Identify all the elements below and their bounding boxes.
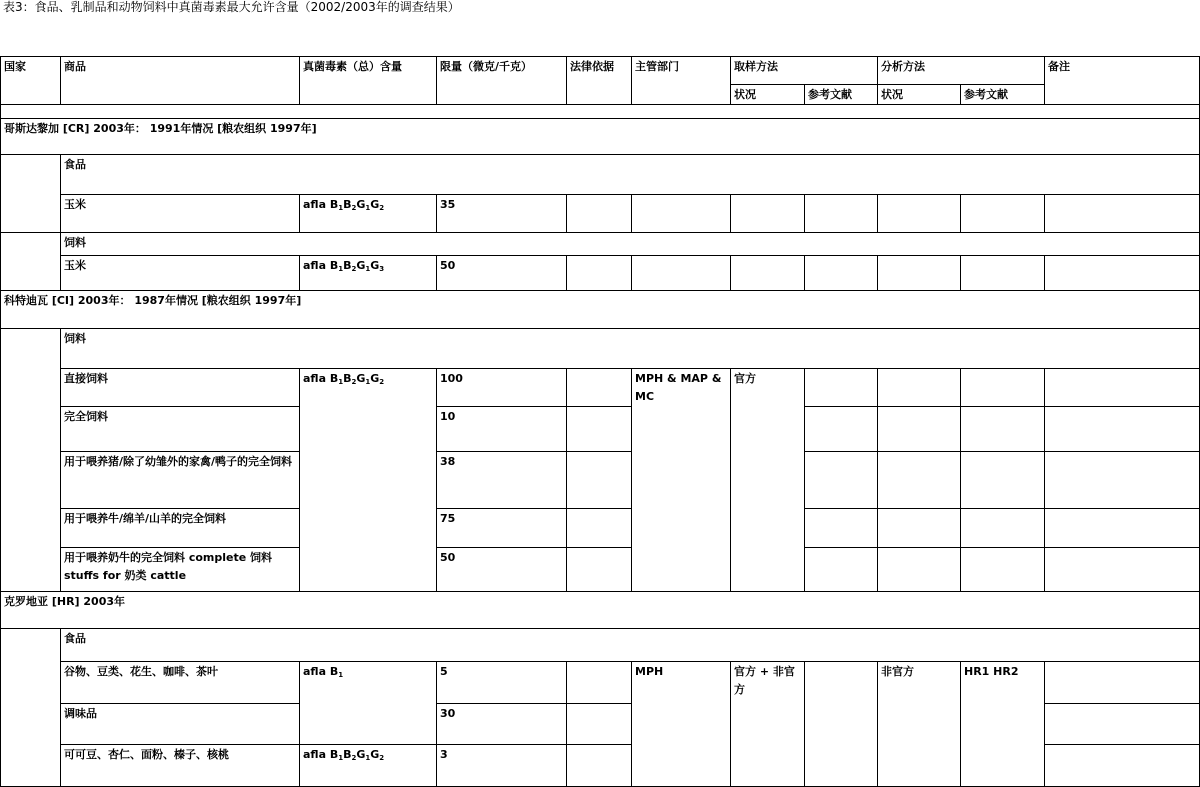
mycotoxin-limits-table xyxy=(0,56,1200,787)
commodity-cell: 用于喂养奶牛的完全饲料 complete 饲料stuffs for 奶类 cattle xyxy=(61,548,300,592)
header-mycotoxin: 真菌毒素（总）含量 xyxy=(300,57,437,105)
limit-cell: 30 xyxy=(437,704,567,745)
country-blank xyxy=(1,233,61,291)
header-authority: 主管部门 xyxy=(632,57,731,105)
empty-cell xyxy=(805,195,878,233)
empty-cell xyxy=(567,452,632,509)
commodity-cell: 可可豆、杏仁、面粉、榛子、核桃 xyxy=(61,745,300,787)
empty-cell xyxy=(961,195,1045,233)
empty-cell xyxy=(567,745,632,787)
header-remarks: 备注 xyxy=(1045,57,1200,105)
empty-cell xyxy=(567,256,632,291)
category-feed: 饲料 xyxy=(61,233,1200,256)
section-title-costa-rica: 哥斯达黎加 [CR] 2003年： 1991年情况 [粮农组织 1997年] xyxy=(1,119,1200,155)
empty-cell xyxy=(805,407,878,452)
header-limit: 限量（微克/千克） xyxy=(437,57,567,105)
empty-cell xyxy=(878,452,961,509)
header-analysis-reference: 参考文献 xyxy=(961,85,1045,105)
empty-cell xyxy=(1045,662,1200,704)
limit-cell: 5 xyxy=(437,662,567,704)
commodity-cell: 调味品 xyxy=(61,704,300,745)
empty-cell xyxy=(961,407,1045,452)
empty-cell xyxy=(1045,704,1200,745)
empty-cell xyxy=(632,256,731,291)
empty-cell xyxy=(1045,369,1200,407)
header-analysis: 分析方法 xyxy=(878,57,1045,85)
toxin-cell: afla $B_1$ xyxy=(300,662,437,745)
empty-cell xyxy=(805,662,878,787)
empty-cell xyxy=(1045,452,1200,509)
empty-cell xyxy=(567,407,632,452)
toxin-cell: afla $B_1B_2G_1G_2$ xyxy=(300,195,437,233)
sampling-status-cell: 官方 + 非官方 xyxy=(731,662,805,787)
empty-cell xyxy=(878,509,961,548)
empty-cell xyxy=(961,369,1045,407)
limit-cell: 75 xyxy=(437,509,567,548)
country-blank xyxy=(1,329,61,592)
header-sampling: 取样方法 xyxy=(731,57,878,85)
empty-cell xyxy=(1045,745,1200,787)
empty-cell xyxy=(731,256,805,291)
commodity-cell: 玉米 xyxy=(61,256,300,291)
empty-cell xyxy=(805,369,878,407)
toxin-cell: afla $B_1B_2G_1G_2$ xyxy=(300,745,437,787)
limit-cell: 38 xyxy=(437,452,567,509)
limit-cell: 50 xyxy=(437,256,567,291)
header-commodity: 商品 xyxy=(61,57,300,105)
empty-cell xyxy=(961,452,1045,509)
empty-cell xyxy=(567,662,632,704)
commodity-cell: 用于喂养猪/除了幼雏外的家禽/鸭子的完全饲料 xyxy=(61,452,300,509)
empty-cell xyxy=(805,509,878,548)
section-title-croatia: 克罗地亚 [HR] 2003年 xyxy=(1,592,1200,629)
commodity-cell: 用于喂养牛/绵羊/山羊的完全饲料 xyxy=(61,509,300,548)
header-sampling-reference: 参考文献 xyxy=(805,85,878,105)
empty-cell xyxy=(805,256,878,291)
empty-cell xyxy=(878,407,961,452)
empty-cell xyxy=(961,509,1045,548)
header-legal-basis: 法律依据 xyxy=(567,57,632,105)
category-food: 食品 xyxy=(61,155,1200,195)
category-feed: 饲料 xyxy=(61,329,1200,369)
empty-cell xyxy=(878,548,961,592)
empty-cell xyxy=(632,195,731,233)
empty-cell xyxy=(961,256,1045,291)
commodity-cell: 完全饲料 xyxy=(61,407,300,452)
analysis-reference-cell: HR1 HR2 xyxy=(961,662,1045,787)
country-blank xyxy=(1,629,61,787)
commodity-cell: 直接饲料 xyxy=(61,369,300,407)
toxin-cell: afla $B_1B_2G_1G_2$ xyxy=(300,369,437,592)
header-country: 国家 xyxy=(1,57,61,105)
empty-cell xyxy=(1045,195,1200,233)
limit-cell: 3 xyxy=(437,745,567,787)
limit-cell: 10 xyxy=(437,407,567,452)
authority-cell: MPH & MAP & MC xyxy=(632,369,731,592)
empty-cell xyxy=(878,195,961,233)
commodity-cell: 玉米 xyxy=(61,195,300,233)
authority-cell: MPH xyxy=(632,662,731,787)
empty-cell xyxy=(878,256,961,291)
limit-cell: 50 xyxy=(437,548,567,592)
empty-cell xyxy=(731,195,805,233)
limit-cell: 35 xyxy=(437,195,567,233)
empty-cell xyxy=(805,452,878,509)
limit-cell: 100 xyxy=(437,369,567,407)
empty-cell xyxy=(567,548,632,592)
empty-cell xyxy=(878,369,961,407)
header-analysis-status: 状况 xyxy=(878,85,961,105)
empty-cell xyxy=(1045,548,1200,592)
empty-cell xyxy=(1045,407,1200,452)
empty-cell xyxy=(1045,256,1200,291)
country-blank xyxy=(1,155,61,233)
empty-cell xyxy=(1045,509,1200,548)
empty-cell xyxy=(805,548,878,592)
sampling-status-cell: 官方 xyxy=(731,369,805,592)
commodity-cell: 谷物、豆类、花生、咖啡、茶叶 xyxy=(61,662,300,704)
empty-cell xyxy=(567,369,632,407)
category-food: 食品 xyxy=(61,629,1200,662)
header-spacer xyxy=(1,105,1200,119)
header-sampling-status: 状况 xyxy=(731,85,805,105)
empty-cell xyxy=(567,509,632,548)
section-title-cote-divoire: 科特迪瓦 [CI] 2003年： 1987年情况 [粮农组织 1997年] xyxy=(1,291,1200,329)
empty-cell xyxy=(961,548,1045,592)
table-caption: 表3：食品、乳制品和动物饲料中真菌毒素最大允许含量（2002/2003年的调查结果） xyxy=(3,0,460,14)
empty-cell xyxy=(567,704,632,745)
toxin-cell: afla $B_1B_2G_1G_3$ xyxy=(300,256,437,291)
empty-cell xyxy=(567,195,632,233)
analysis-status-cell: 非官方 xyxy=(878,662,961,787)
